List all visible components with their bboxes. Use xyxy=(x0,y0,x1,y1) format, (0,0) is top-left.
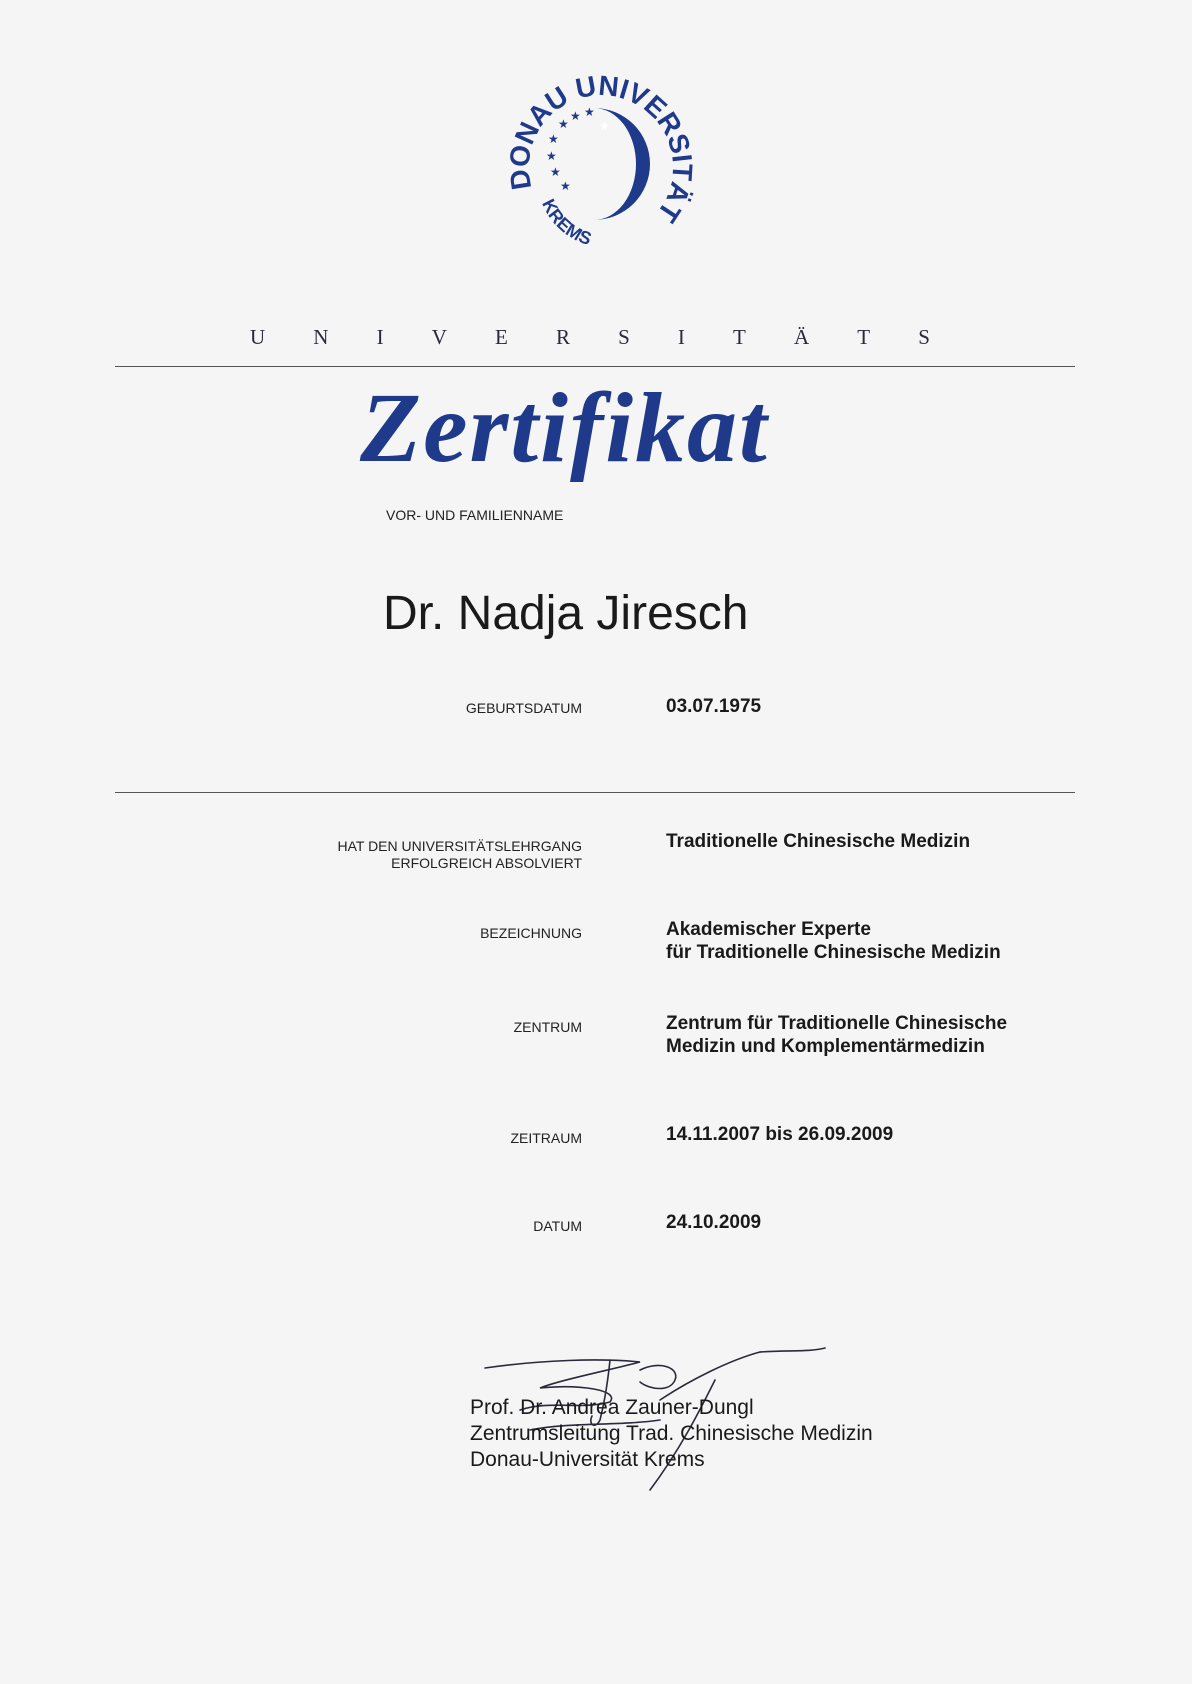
designation-value xyxy=(666,918,1001,964)
header-letter: I xyxy=(376,325,384,349)
svg-text:★: ★ xyxy=(584,105,595,119)
course-label-line: HAT DEN UNIVERSITÄTSLEHRGANG xyxy=(337,838,582,854)
header-letter: N xyxy=(313,325,329,349)
center-value-line: Zentrum für Traditionelle Chinesische xyxy=(666,1013,1008,1034)
date-label xyxy=(533,1218,582,1235)
header-letter: S xyxy=(618,325,630,349)
svg-text:★: ★ xyxy=(558,117,569,131)
svg-text:★: ★ xyxy=(550,165,561,179)
header-letter: E xyxy=(495,325,508,349)
designation-value-line: Akademischer Experte xyxy=(666,919,871,940)
center-label-line: ZENTRUM xyxy=(513,1019,582,1035)
designation-value-line: für Traditionelle Chinesische Medizin xyxy=(666,942,1001,963)
header-letter: T xyxy=(733,325,746,349)
certificate-title: Zertifikat xyxy=(360,372,769,483)
universitaets-header xyxy=(250,325,930,350)
top-divider xyxy=(115,366,1075,367)
header-letter: U xyxy=(250,325,266,349)
header-letter: T xyxy=(857,325,871,349)
date-label-line: DATUM xyxy=(533,1218,582,1234)
name-label: VOR- UND FAMILIENNAME xyxy=(386,507,564,523)
svg-text:DONAU UNIVERSITÄT: DONAU UNIVERSITÄT xyxy=(503,69,699,228)
svg-text:KREMS: KREMS xyxy=(538,195,595,250)
middle-divider xyxy=(115,792,1075,793)
header-letter: S xyxy=(918,325,930,349)
course-label-line: ERFOLGREICH ABSOLVIERT xyxy=(391,855,582,871)
designation-label-line: BEZEICHNUNG xyxy=(480,925,582,941)
header-letter: Ä xyxy=(794,325,810,349)
course-value xyxy=(666,830,970,853)
designation-label xyxy=(480,925,582,942)
birth-label: GEBURTSDATUM xyxy=(465,700,582,716)
period-label xyxy=(510,1130,582,1147)
birth-value: 03.07.1975 xyxy=(666,696,762,717)
donau-universitaet-logo xyxy=(502,68,702,268)
period-label-line: ZEITRAUM xyxy=(510,1130,582,1146)
header-letter: R xyxy=(555,325,570,349)
signer-institution: Donau-Universität Krems xyxy=(470,1448,705,1471)
course-value-line: Traditionelle Chinesische Medizin xyxy=(666,831,971,852)
svg-text:★: ★ xyxy=(599,119,610,133)
svg-text:★: ★ xyxy=(548,132,559,146)
center-label xyxy=(514,1019,582,1036)
header-letter: I xyxy=(677,325,685,349)
header-letter: V xyxy=(431,325,447,349)
period-value xyxy=(666,1123,893,1146)
svg-text:★: ★ xyxy=(570,109,581,123)
svg-text:★: ★ xyxy=(546,149,557,163)
svg-text:★: ★ xyxy=(560,179,571,193)
period-value-line: 14.11.2007 bis 26.09.2009 xyxy=(666,1124,894,1145)
signer-role: Zentrumsleitung Trad. Chinesische Medizin xyxy=(470,1422,873,1445)
signer-name: Prof. Dr. Andrea Zauner-Dungl xyxy=(470,1396,754,1419)
center-value xyxy=(666,1012,1007,1058)
center-value-line: Medizin und Komplementärmedizin xyxy=(666,1036,985,1057)
date-value xyxy=(666,1211,761,1234)
person-name: Dr. Nadja Jiresch xyxy=(383,587,749,640)
date-value-line: 24.10.2009 xyxy=(666,1212,762,1233)
course-label xyxy=(337,838,582,872)
